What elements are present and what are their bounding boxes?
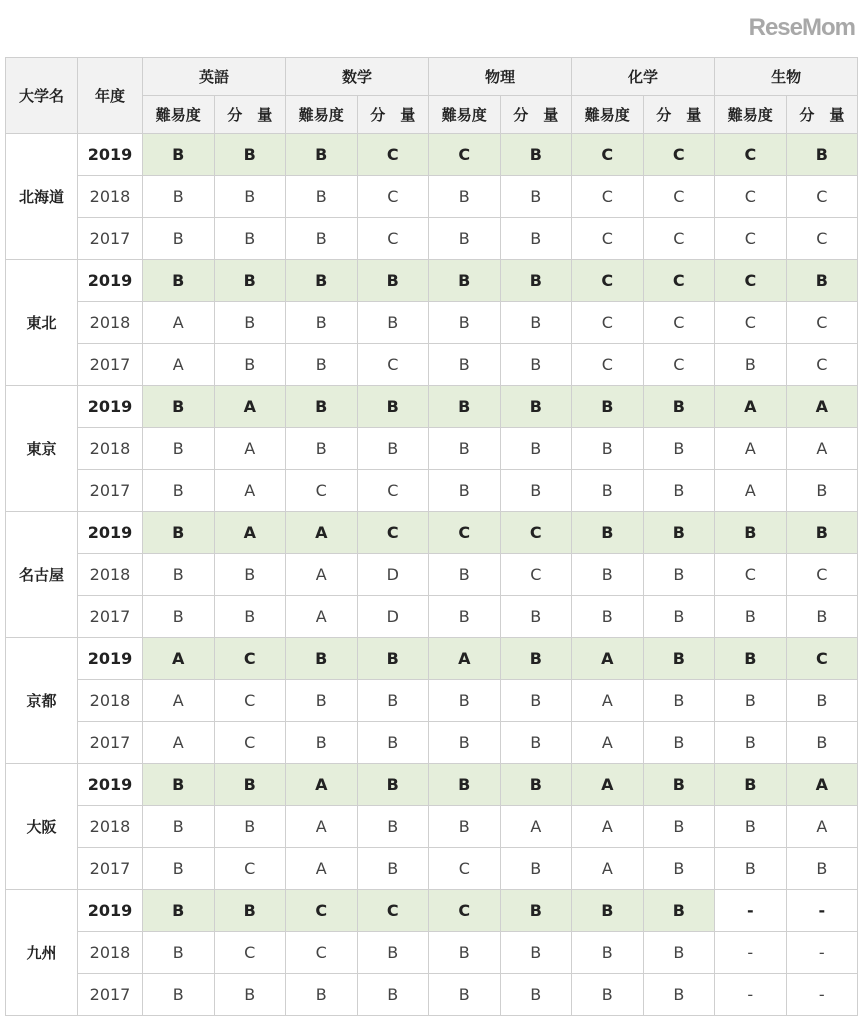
grade-cell: C <box>643 218 715 260</box>
grade-cell: C <box>429 512 501 554</box>
grade-cell: B <box>500 470 572 512</box>
grade-cell: B <box>643 428 715 470</box>
grade-cell: D <box>357 554 429 596</box>
grade-cell: D <box>357 596 429 638</box>
grade-cell: A <box>143 344 215 386</box>
grade-cell: B <box>429 764 501 806</box>
grade-cell: B <box>786 512 858 554</box>
grade-cell: B <box>500 932 572 974</box>
grade-cell: B <box>715 512 787 554</box>
grade-cell: B <box>786 722 858 764</box>
grade-cell: B <box>786 134 858 176</box>
year-cell: 2017 <box>78 974 143 1016</box>
grade-cell: C <box>572 344 644 386</box>
grade-cell: A <box>572 764 644 806</box>
grade-cell: B <box>429 722 501 764</box>
grade-cell: B <box>786 680 858 722</box>
grade-cell: C <box>786 302 858 344</box>
grade-cell: B <box>786 596 858 638</box>
year-cell: 2019 <box>78 134 143 176</box>
grade-cell: B <box>143 554 215 596</box>
year-cell: 2017 <box>78 596 143 638</box>
grade-cell: C <box>214 722 286 764</box>
grade-cell: - <box>715 890 787 932</box>
grade-cell: B <box>214 176 286 218</box>
grade-cell: C <box>715 134 787 176</box>
grade-cell: B <box>500 974 572 1016</box>
grade-cell: B <box>286 218 358 260</box>
grade-cell: B <box>643 932 715 974</box>
grade-cell: B <box>357 932 429 974</box>
grade-cell: C <box>357 512 429 554</box>
grade-cell: B <box>500 260 572 302</box>
grade-cell: - <box>786 974 858 1016</box>
grade-cell: B <box>214 554 286 596</box>
grade-cell: C <box>786 638 858 680</box>
grade-cell: B <box>715 764 787 806</box>
grade-cell: C <box>572 218 644 260</box>
grade-cell: B <box>357 428 429 470</box>
resemom-watermark-logo: ReseMom <box>748 14 855 41</box>
grade-cell: C <box>786 344 858 386</box>
header-difficulty: 難易度 <box>429 96 501 134</box>
grade-cell: B <box>214 974 286 1016</box>
grade-cell: C <box>357 218 429 260</box>
grade-cell: B <box>143 176 215 218</box>
header-difficulty: 難易度 <box>715 96 787 134</box>
grade-cell: B <box>143 260 215 302</box>
year-cell: 2018 <box>78 428 143 470</box>
grade-cell: B <box>500 680 572 722</box>
university-name: 北海道 <box>6 134 78 260</box>
grade-cell: C <box>429 848 501 890</box>
table-row <box>6 470 858 512</box>
grade-cell: B <box>143 218 215 260</box>
grade-cell: A <box>143 680 215 722</box>
grade-cell: C <box>357 470 429 512</box>
grade-cell: A <box>286 554 358 596</box>
grade-cell: B <box>643 386 715 428</box>
grade-cell: A <box>572 680 644 722</box>
table-row <box>6 386 858 428</box>
grade-cell: C <box>643 134 715 176</box>
grade-cell: A <box>786 386 858 428</box>
grade-cell: A <box>500 806 572 848</box>
grade-cell: C <box>643 302 715 344</box>
grade-cell: C <box>286 890 358 932</box>
grade-cell: B <box>715 722 787 764</box>
grade-cell: B <box>500 344 572 386</box>
table-row <box>6 344 858 386</box>
year-cell: 2017 <box>78 722 143 764</box>
table-row <box>6 554 858 596</box>
grade-cell: B <box>357 806 429 848</box>
grade-cell: B <box>143 932 215 974</box>
grade-cell: B <box>357 680 429 722</box>
grade-cell: B <box>214 134 286 176</box>
year-cell: 2018 <box>78 554 143 596</box>
grade-cell: B <box>143 806 215 848</box>
grade-cell: C <box>214 848 286 890</box>
grade-cell: C <box>214 932 286 974</box>
year-cell: 2018 <box>78 176 143 218</box>
table-row <box>6 176 858 218</box>
grade-cell: B <box>357 302 429 344</box>
grade-cell: A <box>143 638 215 680</box>
grade-cell: B <box>643 722 715 764</box>
grade-cell: B <box>715 848 787 890</box>
grade-cell: B <box>572 890 644 932</box>
grade-cell: C <box>500 554 572 596</box>
grade-cell: B <box>429 260 501 302</box>
grade-cell: B <box>214 596 286 638</box>
grade-cell: B <box>500 218 572 260</box>
table-row <box>6 512 858 554</box>
year-cell: 2018 <box>78 932 143 974</box>
grade-cell: B <box>286 680 358 722</box>
header-difficulty: 難易度 <box>572 96 644 134</box>
grade-cell: B <box>500 722 572 764</box>
grade-cell: A <box>572 638 644 680</box>
grade-cell: C <box>643 344 715 386</box>
grade-cell: C <box>572 260 644 302</box>
grade-cell: B <box>786 848 858 890</box>
grade-cell: C <box>715 302 787 344</box>
grade-cell: B <box>643 680 715 722</box>
grade-cell: B <box>286 134 358 176</box>
grade-cell: B <box>429 344 501 386</box>
grade-cell: B <box>143 386 215 428</box>
grade-cell: B <box>500 848 572 890</box>
grade-cell: C <box>572 176 644 218</box>
grade-cell: B <box>357 638 429 680</box>
grade-cell: B <box>357 974 429 1016</box>
grade-cell: B <box>143 428 215 470</box>
year-cell: 2019 <box>78 386 143 428</box>
table-row <box>6 806 858 848</box>
grade-cell: C <box>357 344 429 386</box>
university-name: 大阪 <box>6 764 78 890</box>
table-row <box>6 848 858 890</box>
grade-cell: B <box>500 386 572 428</box>
grade-cell: C <box>572 302 644 344</box>
grade-cell: B <box>286 974 358 1016</box>
year-cell: 2017 <box>78 470 143 512</box>
table-row <box>6 722 858 764</box>
table-row <box>6 638 858 680</box>
grade-cell: A <box>214 470 286 512</box>
header-volume: 分 量 <box>357 96 429 134</box>
grade-cell: C <box>357 134 429 176</box>
grade-cell: B <box>357 260 429 302</box>
grade-cell: B <box>643 890 715 932</box>
grade-cell: A <box>143 722 215 764</box>
table-row <box>6 974 858 1016</box>
grade-cell: B <box>643 764 715 806</box>
grade-cell: C <box>429 890 501 932</box>
header-subject: 生物 <box>715 58 858 96</box>
grade-cell: A <box>786 428 858 470</box>
grade-cell: B <box>715 344 787 386</box>
grade-cell: B <box>572 554 644 596</box>
grade-cell: B <box>500 890 572 932</box>
grade-cell: A <box>786 764 858 806</box>
grade-cell: B <box>429 470 501 512</box>
grade-cell: B <box>429 218 501 260</box>
grade-cell: B <box>715 638 787 680</box>
grade-cell: B <box>715 806 787 848</box>
grade-cell: C <box>786 218 858 260</box>
grade-cell: B <box>429 596 501 638</box>
grade-cell: A <box>286 596 358 638</box>
grade-cell: C <box>357 890 429 932</box>
table-row <box>6 218 858 260</box>
header-volume: 分 量 <box>643 96 715 134</box>
grade-cell: B <box>429 428 501 470</box>
year-cell: 2017 <box>78 848 143 890</box>
grade-cell: B <box>572 596 644 638</box>
grade-cell: B <box>500 638 572 680</box>
grade-cell: B <box>786 470 858 512</box>
header-university: 大学名 <box>6 58 78 134</box>
table-row <box>6 302 858 344</box>
grade-cell: B <box>214 302 286 344</box>
grade-cell: B <box>286 302 358 344</box>
grade-cell: C <box>286 932 358 974</box>
grade-cell: A <box>572 722 644 764</box>
header-subject: 化学 <box>572 58 715 96</box>
header-subject: 数学 <box>286 58 429 96</box>
grade-cell: - <box>786 932 858 974</box>
table-row <box>6 764 858 806</box>
grade-cell: B <box>143 470 215 512</box>
grade-cell: B <box>715 680 787 722</box>
grade-cell: C <box>715 260 787 302</box>
grade-cell: B <box>429 302 501 344</box>
table-row <box>6 680 858 722</box>
grade-cell: B <box>286 428 358 470</box>
grade-cell: B <box>286 344 358 386</box>
table-row <box>6 260 858 302</box>
grade-cell: A <box>572 806 644 848</box>
grade-cell: B <box>572 932 644 974</box>
year-cell: 2017 <box>78 218 143 260</box>
grade-cell: A <box>143 302 215 344</box>
grade-cell: B <box>500 428 572 470</box>
grade-cell: - <box>786 890 858 932</box>
grade-cell: - <box>715 974 787 1016</box>
grade-cell: B <box>143 974 215 1016</box>
university-name: 名古屋 <box>6 512 78 638</box>
grade-cell: B <box>500 134 572 176</box>
grade-cell: B <box>143 890 215 932</box>
grade-cell: B <box>429 974 501 1016</box>
grade-cell: B <box>643 512 715 554</box>
grade-cell: B <box>643 974 715 1016</box>
grade-cell: C <box>214 638 286 680</box>
grade-cell: A <box>214 386 286 428</box>
grade-cell: A <box>429 638 501 680</box>
grade-cell: B <box>357 386 429 428</box>
grade-cell: B <box>214 344 286 386</box>
grade-cell: B <box>143 848 215 890</box>
year-cell: 2018 <box>78 302 143 344</box>
grade-cell: B <box>572 428 644 470</box>
grade-cell: B <box>286 638 358 680</box>
grade-cell: B <box>643 848 715 890</box>
grade-cell: A <box>715 386 787 428</box>
grade-cell: C <box>715 218 787 260</box>
year-cell: 2019 <box>78 260 143 302</box>
grade-cell: B <box>143 596 215 638</box>
header-volume: 分 量 <box>500 96 572 134</box>
grade-cell: B <box>357 722 429 764</box>
grade-cell: B <box>286 260 358 302</box>
grade-cell: C <box>214 680 286 722</box>
header-year: 年度 <box>78 58 143 134</box>
grade-cell: A <box>214 512 286 554</box>
grade-cell: B <box>214 764 286 806</box>
header-difficulty: 難易度 <box>143 96 215 134</box>
grade-cell: A <box>572 848 644 890</box>
grade-cell: B <box>429 932 501 974</box>
year-cell: 2019 <box>78 638 143 680</box>
grade-cell: C <box>786 554 858 596</box>
grade-cell: B <box>643 470 715 512</box>
grade-cell: B <box>286 722 358 764</box>
grade-cell: B <box>429 176 501 218</box>
grade-cell: B <box>643 554 715 596</box>
grade-cell: B <box>429 386 501 428</box>
year-cell: 2018 <box>78 806 143 848</box>
grade-cell: C <box>286 470 358 512</box>
grade-cell: B <box>214 260 286 302</box>
grade-cell: C <box>786 176 858 218</box>
grade-cell: C <box>357 176 429 218</box>
grade-cell: A <box>286 764 358 806</box>
grade-cell: B <box>429 554 501 596</box>
grade-cell: B <box>572 974 644 1016</box>
grade-cell: B <box>572 470 644 512</box>
year-cell: 2019 <box>78 890 143 932</box>
grade-cell: C <box>572 134 644 176</box>
university-name: 九州 <box>6 890 78 1016</box>
grade-cell: A <box>286 848 358 890</box>
year-cell: 2019 <box>78 512 143 554</box>
grade-cell: B <box>143 512 215 554</box>
grade-cell: C <box>500 512 572 554</box>
grade-cell: A <box>715 470 787 512</box>
grade-cell: B <box>286 176 358 218</box>
grade-cell: B <box>715 596 787 638</box>
grade-cell: B <box>500 764 572 806</box>
grade-cell: A <box>286 806 358 848</box>
grade-cell: B <box>214 890 286 932</box>
grade-cell: B <box>357 848 429 890</box>
university-name: 東京 <box>6 386 78 512</box>
grade-cell: B <box>500 596 572 638</box>
header-volume: 分 量 <box>214 96 286 134</box>
university-name: 京都 <box>6 638 78 764</box>
year-cell: 2018 <box>78 680 143 722</box>
grade-cell: B <box>429 680 501 722</box>
grade-cell: B <box>286 386 358 428</box>
grade-cell: C <box>429 134 501 176</box>
grade-cell: B <box>643 596 715 638</box>
university-name: 東北 <box>6 260 78 386</box>
table-row <box>6 596 858 638</box>
grade-cell: B <box>500 302 572 344</box>
year-cell: 2017 <box>78 344 143 386</box>
table-row <box>6 134 858 176</box>
grade-cell: C <box>643 176 715 218</box>
header-volume: 分 量 <box>786 96 858 134</box>
grade-cell: B <box>143 134 215 176</box>
table-row <box>6 428 858 470</box>
grade-cell: B <box>214 806 286 848</box>
grade-cell: B <box>500 176 572 218</box>
grade-cell: - <box>715 932 787 974</box>
grade-cell: C <box>715 176 787 218</box>
grade-cell: B <box>572 512 644 554</box>
grade-cell: B <box>429 806 501 848</box>
grade-cell: B <box>143 764 215 806</box>
header-difficulty: 難易度 <box>286 96 358 134</box>
grade-cell: A <box>786 806 858 848</box>
grade-cell: B <box>214 218 286 260</box>
grade-cell: C <box>643 260 715 302</box>
header-subject: 英語 <box>143 58 286 96</box>
grade-cell: B <box>357 764 429 806</box>
table-row <box>6 932 858 974</box>
grade-cell: B <box>786 260 858 302</box>
grade-cell: B <box>572 386 644 428</box>
grade-cell: A <box>286 512 358 554</box>
header-subject: 物理 <box>429 58 572 96</box>
grade-cell: B <box>643 638 715 680</box>
grade-cell: B <box>643 806 715 848</box>
grade-cell: C <box>715 554 787 596</box>
table-row <box>6 890 858 932</box>
difficulty-table <box>5 57 858 1016</box>
grade-cell: A <box>715 428 787 470</box>
year-cell: 2019 <box>78 764 143 806</box>
grade-cell: A <box>214 428 286 470</box>
